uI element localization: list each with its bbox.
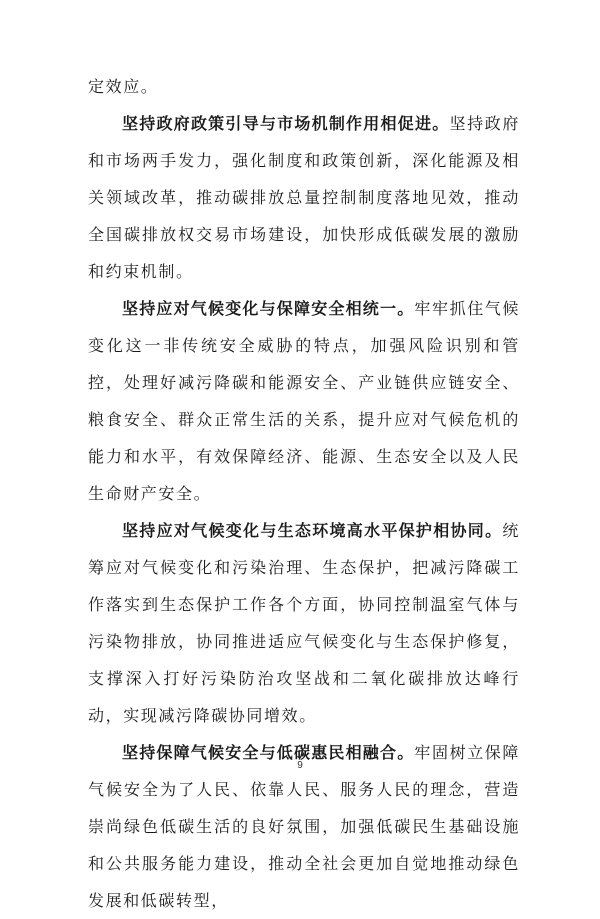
paragraph-body: 牢牢抓住气候变化这一非传统安全威胁的特点，加强风险识别和管控，处理好减污降碳和能源安全、产业链供应链安全、粮食安全、群众正常生活的关系，提升应对气候危机的能力和水平，有效保障经济、能源、生态安全以及人民生命财产安全。: [88, 299, 521, 503]
paragraph-government-market: [88, 105, 520, 290]
continuation-paragraph: [88, 68, 520, 105]
paragraph-heading: 坚持政府政策引导与市场机制作用相促进。: [122, 114, 450, 133]
paragraph-body: 牢固树立保障气候安全为了人民、依靠人民、服务人民的理念，营造崇尚绿色低碳生活的良好氛围，加强低碳民生基础设施和公共服务能力建设，推动全社会更加自觉地推动绿色发展和低碳转型，: [88, 743, 521, 910]
body-text: [88, 68, 520, 919]
paragraph-body: 坚持政府和市场两手发力，强化制度和政策创新，深化能源及相关领域改革，推动碳排放总量控制制度落地见效，推动全国碳排放权交易市场建设，加快形成低碳发展的激励和约束机制。: [88, 114, 520, 281]
paragraph-heading: 坚持应对气候变化与保障安全相统一。: [122, 299, 415, 318]
paragraph-heading: 坚持保障气候安全与低碳惠民相融合。: [122, 743, 415, 762]
paragraph-ecological-protection: [88, 512, 520, 734]
paragraph-body: 统筹应对气候变化和污染治理、生态保护，把减污降碳工作落实到生态保护工作各个方面，协同控制温室气体与污染物排放，协同推进适应气候变化与生态保护修复，支撑深入打好污染防治攻坚战和二氧化碳排放达峰行动，实现减污降碳协同增效。: [88, 521, 520, 725]
page-number: 9: [297, 760, 303, 771]
continuation-text: 定效应。: [88, 77, 159, 96]
paragraph-heading: 坚持应对气候变化与生态环境高水平保护相协同。: [122, 521, 503, 540]
paragraph-climate-security: [88, 290, 520, 512]
